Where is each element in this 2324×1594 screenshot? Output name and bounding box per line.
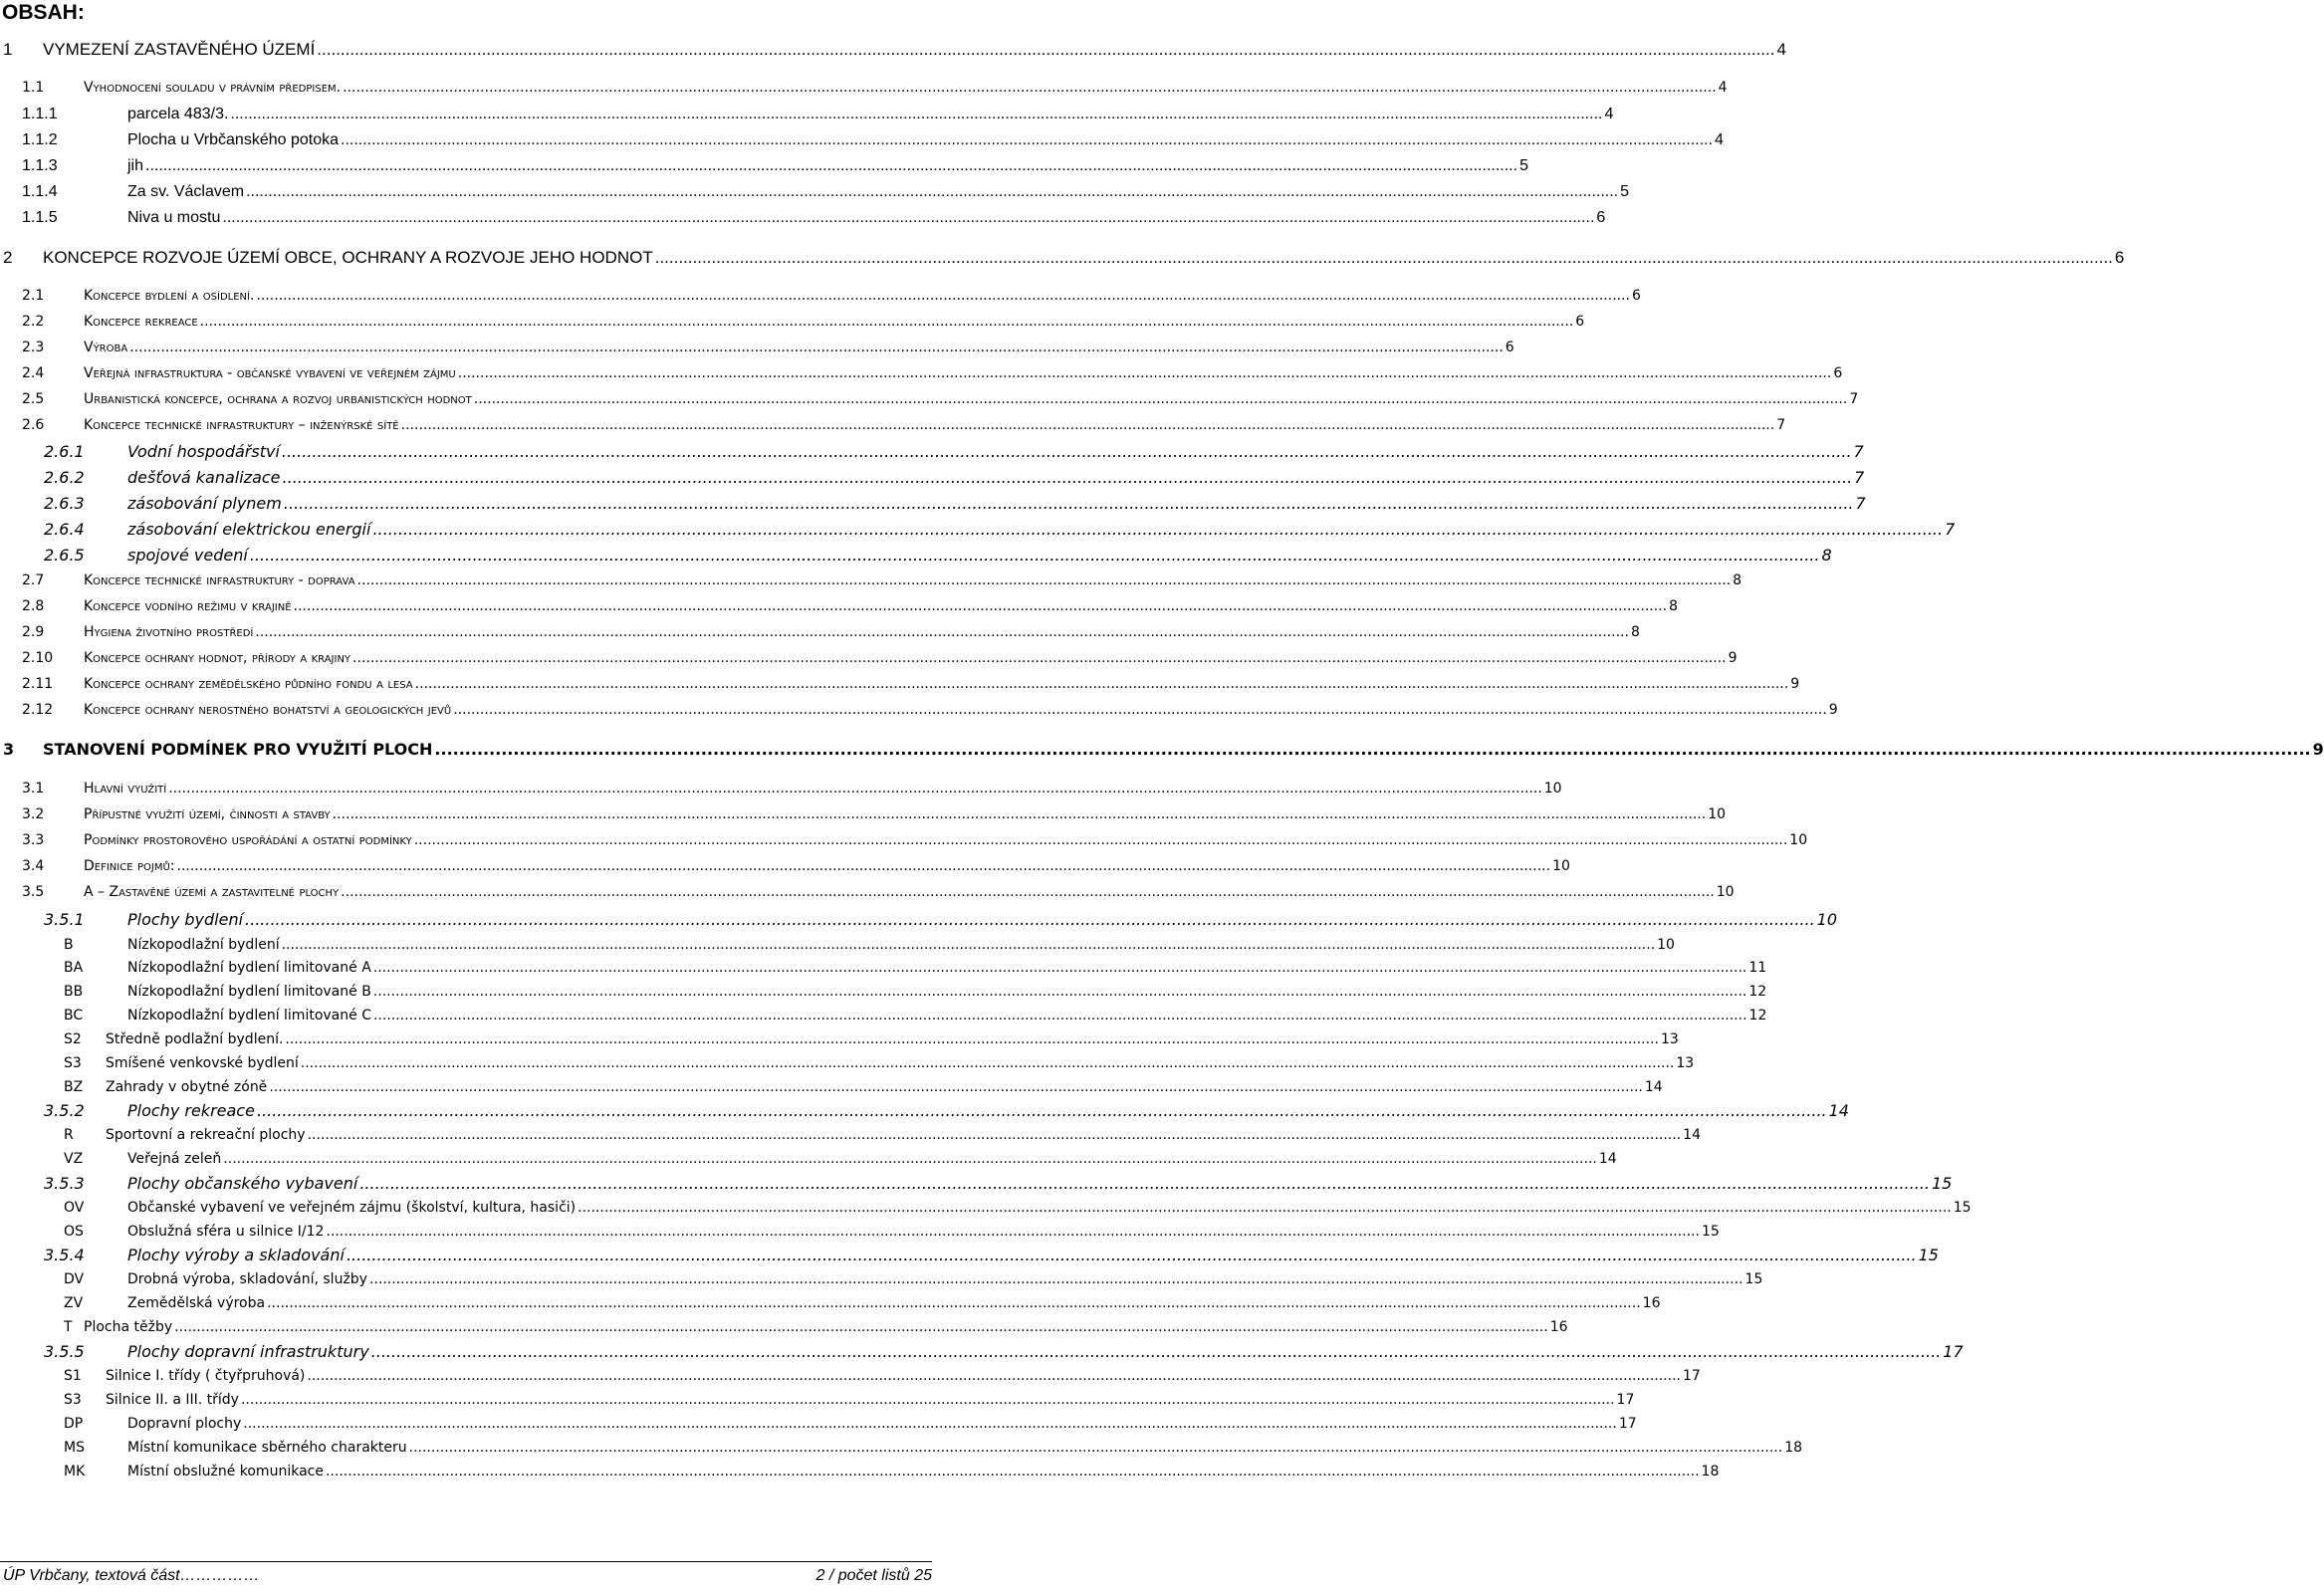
toc-entry[interactable] xyxy=(64,1269,1763,1289)
toc-leader-dots xyxy=(285,1029,1659,1049)
toc-entry[interactable] xyxy=(22,78,1728,98)
toc-entry-number: B xyxy=(64,937,74,953)
toc-entry-number: 2.6.4 xyxy=(44,520,85,539)
toc-entry-number: 2.12 xyxy=(22,702,54,718)
toc-entry-number: 3.5.3 xyxy=(44,1174,85,1193)
toc-entry-number: OS xyxy=(64,1224,84,1240)
toc-entry[interactable] xyxy=(22,700,1838,720)
toc-entry-number: 1.1 xyxy=(22,80,45,96)
toc-entry-page: 6 xyxy=(1833,365,1843,381)
toc-entry-title: Veřejná infrastruktura - občanské vybavení ve veřejném zájmu xyxy=(84,365,456,381)
toc-entry-page: 10 xyxy=(1789,832,1808,848)
toc-entry-page: 7 xyxy=(1855,494,1866,513)
toc-leader-dots xyxy=(343,78,1717,98)
toc-entry[interactable] xyxy=(64,1077,1663,1097)
toc-leader-dots xyxy=(369,1269,1743,1289)
toc-entry-title: Výroba xyxy=(84,340,128,355)
toc-entry[interactable] xyxy=(22,856,1570,876)
toc-entry-title: Nízkopodlažní bydlení limitované C xyxy=(127,1008,371,1024)
toc-entry-title: Koncepce bydlení a osídlení. xyxy=(84,288,255,304)
toc-entry-title: Drobná výroba, skladování, služby xyxy=(127,1271,367,1287)
toc-entry-number: MS xyxy=(64,1440,85,1456)
toc-entry-title: spojové vedení xyxy=(127,546,248,565)
toc-entry[interactable] xyxy=(22,415,1786,435)
toc-entry-number: R xyxy=(64,1127,74,1143)
toc-leader-dots xyxy=(317,38,1774,61)
toc-entry[interactable] xyxy=(64,1222,1720,1242)
toc-entry-page: 15 xyxy=(1931,1174,1953,1193)
toc-entry[interactable] xyxy=(64,1390,1635,1410)
toc-entry[interactable] xyxy=(64,1317,1568,1337)
toc-entry-page: 17 xyxy=(1682,1368,1701,1384)
toc-leader-dots xyxy=(283,467,1853,489)
toc-entry-number: 3 xyxy=(3,740,15,759)
toc-leader-dots xyxy=(230,104,1602,125)
toc-entry-number: DP xyxy=(64,1416,84,1432)
toc-leader-dots xyxy=(409,1438,1783,1458)
toc-entry[interactable] xyxy=(64,1293,1661,1313)
toc-entry-page: 4 xyxy=(1715,131,1724,148)
toc-entry-title: Koncepce ochrany nerostného bohatství a geologických jevů xyxy=(84,702,452,718)
toc-entry[interactable] xyxy=(22,674,1800,694)
toc-entry-page: 10 xyxy=(1708,806,1727,822)
toc-entry-title: Definice pojmů: xyxy=(84,858,175,874)
toc-leader-dots xyxy=(168,779,1542,798)
toc-leader-dots xyxy=(200,312,1574,332)
footer-page-count: 2 / počet listů 25 xyxy=(815,1567,932,1584)
toc-entry-page: 10 xyxy=(1543,781,1562,797)
toc-entry-title: Zemědělská výroba xyxy=(127,1295,266,1311)
toc-entry-number: S2 xyxy=(64,1031,82,1047)
toc-entry-title: Nízkopodlažní bydlení limitované A xyxy=(127,960,371,976)
toc-entry-title: Hygiena životního prostředí xyxy=(84,624,254,640)
toc-entry-title: Urbanistická koncepce, ochrana a rozvoj urbanistických hodnot xyxy=(84,391,472,407)
toc-entry-page: 13 xyxy=(1660,1031,1679,1047)
toc-entry-number: 2.5 xyxy=(22,391,45,407)
toc-entry-page: 8 xyxy=(1630,624,1640,640)
toc-entry-page: 13 xyxy=(1676,1055,1695,1071)
toc-leader-dots xyxy=(326,1462,1700,1481)
toc-entry-title: Koncepce ochrany hodnot, přírody a krajiny xyxy=(84,650,351,666)
toc-entry-page: 6 xyxy=(1575,314,1585,330)
toc-entry-page: 6 xyxy=(2114,248,2125,267)
toc-entry[interactable] xyxy=(22,104,1614,125)
toc-leader-dots xyxy=(269,1077,1643,1097)
toc-entry-number: 2.11 xyxy=(22,676,54,692)
toc-entry-title: Silnice II. a III. třídy xyxy=(106,1392,239,1408)
toc-entry-page: 15 xyxy=(1744,1271,1763,1287)
toc-entry[interactable] xyxy=(64,1366,1701,1386)
toc-entry[interactable] xyxy=(22,570,1743,590)
toc-leader-dots xyxy=(401,415,1775,435)
toc-entry-title: Dopravní plochy xyxy=(127,1416,242,1432)
toc-entry-number: 2.1 xyxy=(22,288,45,304)
toc-entry-page: 12 xyxy=(1748,984,1767,1000)
toc-entry[interactable] xyxy=(3,739,2324,761)
toc-entry-title: Smíšené venkovské bydlení xyxy=(106,1055,299,1071)
toc-entry-title: Nízkopodlažní bydlení limitované B xyxy=(127,984,371,1000)
toc-leader-dots xyxy=(294,596,1668,616)
toc-entry[interactable] xyxy=(44,909,1838,931)
toc-entry-title: Podmínky prostorového uspořádání a ostatní podmínky xyxy=(84,832,412,848)
toc-entry-title: Niva u mostu xyxy=(127,209,221,226)
toc-entry-number: 3.5.1 xyxy=(44,910,85,929)
toc-entry-page: 10 xyxy=(1552,858,1570,874)
toc-entry-title: A – Zastavěné území a zastavitelné plochy xyxy=(84,884,340,900)
toc-leader-dots xyxy=(359,1173,1930,1195)
toc-entry-number: BC xyxy=(64,1008,84,1024)
toc-entry-number: DV xyxy=(64,1271,85,1287)
toc-entry[interactable] xyxy=(22,207,1606,229)
toc-entry-page: 4 xyxy=(1776,40,1786,59)
footer-divider xyxy=(0,1561,932,1562)
toc-entry[interactable] xyxy=(22,622,1640,642)
toc-entry-page: 14 xyxy=(1644,1079,1663,1095)
toc-entry-number: S1 xyxy=(64,1368,82,1384)
toc-leader-dots xyxy=(453,700,1827,720)
toc-entry-number: 3.5.4 xyxy=(44,1246,85,1264)
toc-entry-number: BA xyxy=(64,960,84,976)
toc-entry[interactable] xyxy=(64,935,1675,955)
toc-entry[interactable] xyxy=(64,982,1767,1002)
toc-entry-number: VZ xyxy=(64,1151,84,1167)
toc-leader-dots xyxy=(347,1245,1917,1266)
toc-entry[interactable] xyxy=(22,596,1678,616)
toc-leader-dots xyxy=(257,1100,1827,1122)
toc-leader-dots xyxy=(222,207,1594,229)
toc-entry-number: ZV xyxy=(64,1295,84,1311)
toc-entry-title: Místní obslužné komunikace xyxy=(127,1464,324,1480)
toc-leader-dots xyxy=(223,1149,1597,1169)
toc-leader-dots xyxy=(371,1341,1942,1363)
toc-entry[interactable] xyxy=(44,467,1865,489)
toc-leader-dots xyxy=(284,493,1854,515)
toc-entry-page: 8 xyxy=(1669,598,1678,614)
toc-entry-number: 3.3 xyxy=(22,832,45,848)
toc-entry-number: MK xyxy=(64,1464,86,1480)
toc-entry-page: 9 xyxy=(1728,650,1738,666)
toc-entry-number: S3 xyxy=(64,1392,82,1408)
toc-leader-dots xyxy=(357,570,1732,590)
toc-entry[interactable] xyxy=(3,246,2125,269)
toc-leader-dots xyxy=(256,286,1630,306)
toc-entry[interactable] xyxy=(44,545,1832,567)
toc-entry[interactable] xyxy=(22,181,1630,203)
toc-leader-dots xyxy=(474,389,1848,409)
toc-entry-title: Silnice I. třídy ( čtyřpruhová) xyxy=(106,1368,306,1384)
toc-entry-title: Zahrady v obytné zóně xyxy=(106,1079,268,1095)
toc-entry-title: Plochy rekreace xyxy=(127,1101,255,1120)
toc-entry[interactable] xyxy=(22,286,1641,306)
toc-entry-number: 2.6.5 xyxy=(44,546,85,565)
toc-entry-title: Sportovní a rekreační plochy xyxy=(106,1127,306,1143)
toc-leader-dots xyxy=(174,1317,1548,1337)
toc-leader-dots xyxy=(267,1293,1641,1313)
toc-entry-page: 8 xyxy=(1733,572,1743,588)
toc-entry-number: 3.1 xyxy=(22,781,45,797)
toc-entry-title: Vyhodnocení souladu v právním předpisem. xyxy=(84,80,342,96)
toc-entry-page: 7 xyxy=(1854,468,1865,487)
toc-leader-dots xyxy=(352,648,1727,668)
toc-entry[interactable] xyxy=(64,1462,1720,1481)
toc-leader-dots xyxy=(341,882,1715,902)
toc-entry[interactable] xyxy=(22,129,1724,151)
toc-entry[interactable] xyxy=(64,958,1767,978)
toc-leader-dots xyxy=(282,935,1656,955)
toc-entry-title: Plocha těžby xyxy=(84,1319,173,1335)
toc-entry[interactable] xyxy=(44,519,1956,541)
toc-entry[interactable] xyxy=(44,1245,1939,1266)
toc-entry[interactable] xyxy=(3,38,1786,61)
toc-leader-dots xyxy=(458,363,1832,383)
toc-entry-page: 9 xyxy=(1828,702,1838,718)
toc-entry[interactable] xyxy=(44,1341,1964,1363)
toc-entry-title: Koncepce technické infrastruktury – inženýrské sítě xyxy=(84,417,399,433)
toc-leader-dots xyxy=(655,246,2113,269)
toc-entry-title: Plochy dopravní infrastruktury xyxy=(127,1342,369,1361)
toc-leader-dots xyxy=(246,181,1618,203)
toc-entry-title: Veřejná zeleň xyxy=(127,1151,222,1167)
toc-leader-dots xyxy=(341,129,1713,151)
toc-entry-page: 5 xyxy=(1519,157,1528,174)
toc-entry-title: Koncepce rekreace xyxy=(84,314,198,330)
toc-entry-title: Přípustné využití území, činnosti a stavby xyxy=(84,806,331,822)
toc-entry[interactable] xyxy=(44,441,1864,463)
toc-entry[interactable] xyxy=(22,338,1514,357)
toc-entry-number: 3.2 xyxy=(22,806,45,822)
toc-leader-dots xyxy=(282,441,1852,463)
toc-entry-title: STANOVENÍ PODMÍNEK PRO VYUŽITÍ PLOCH xyxy=(43,740,433,759)
toc-entry-page: 17 xyxy=(1618,1416,1637,1432)
toc-entry-number: 2.6.2 xyxy=(44,468,85,487)
toc-entry-page: 16 xyxy=(1549,1319,1568,1335)
toc-entry-title: Plochy výroby a skladování xyxy=(127,1246,345,1264)
toc-entry-page: 5 xyxy=(1620,183,1630,200)
toc-entry-number: BZ xyxy=(64,1079,84,1095)
toc-entry-title: Za sv. Václavem xyxy=(127,183,245,200)
toc-leader-dots xyxy=(373,982,1747,1002)
toc-entry[interactable] xyxy=(22,882,1735,902)
toc-leader-dots xyxy=(578,1198,1952,1218)
toc-entry-number: 2 xyxy=(3,248,13,267)
toc-entry[interactable] xyxy=(22,648,1738,668)
toc-leader-dots xyxy=(372,519,1943,541)
toc-entry-title: Plochy občanského vybavení xyxy=(127,1174,358,1193)
toc-entry-page: 11 xyxy=(1748,960,1767,976)
toc-leader-dots xyxy=(129,338,1504,357)
toc-entry-page: 12 xyxy=(1748,1008,1767,1024)
toc-entry-page: 18 xyxy=(1784,1440,1803,1456)
toc-entry-number: 2.6.3 xyxy=(44,494,85,513)
toc-entry-number: 3.5.2 xyxy=(44,1101,85,1120)
toc-entry-title: Plochy bydlení xyxy=(127,910,244,929)
toc-entry-title: Vodní hospodářství xyxy=(127,442,280,461)
toc-entry-title: zásobování elektrickou energií xyxy=(127,520,371,539)
toc-entry[interactable] xyxy=(64,1125,1701,1145)
toc-entry[interactable] xyxy=(64,1414,1637,1434)
toc-entry-page: 7 xyxy=(1945,520,1956,539)
toc-leader-dots xyxy=(307,1366,1681,1386)
toc-leader-dots xyxy=(308,1125,1682,1145)
toc-entry-page: 15 xyxy=(1953,1200,1972,1216)
toc-leader-dots xyxy=(373,1006,1747,1025)
toc-entry-title: zásobování plynem xyxy=(127,494,282,513)
toc-leader-dots xyxy=(434,739,2310,761)
toc-leader-dots xyxy=(333,804,1707,824)
toc-entry-page: 9 xyxy=(1790,676,1800,692)
toc-entry-number: 1.1.3 xyxy=(22,157,58,174)
toc-leader-dots xyxy=(245,909,1815,931)
toc-entry-title: Obslužná sféra u silnice I/12 xyxy=(127,1224,325,1240)
toc-entry[interactable] xyxy=(64,1053,1695,1073)
toc-entry-page: 9 xyxy=(2312,740,2324,759)
toc-entry[interactable] xyxy=(44,493,1866,515)
toc-entry-number: 1.1.4 xyxy=(22,183,58,200)
toc-entry[interactable] xyxy=(22,312,1585,332)
toc-entry-page: 17 xyxy=(1943,1342,1964,1361)
toc-entry-number: 2.6.1 xyxy=(44,442,85,461)
toc-entry-page: 8 xyxy=(1821,546,1832,565)
toc-entry[interactable] xyxy=(64,1029,1679,1049)
toc-leader-dots xyxy=(241,1390,1615,1410)
toc-entry-page: 10 xyxy=(1657,937,1675,953)
toc-entry-page: 4 xyxy=(1604,106,1614,122)
footer-document-name: ÚP Vrbčany, textová část…………… xyxy=(3,1567,260,1584)
toc-entry-title: KONCEPCE ROZVOJE ÚZEMÍ OBCE, OCHRANY A ROZVOJE JEHO HODNOT xyxy=(43,248,653,267)
toc-entry-page: 15 xyxy=(1701,1224,1720,1240)
toc-entry-page: 15 xyxy=(1918,1246,1939,1264)
toc-entry[interactable] xyxy=(22,804,1727,824)
toc-entry-number: 2.2 xyxy=(22,314,45,330)
toc-entry-title: jih xyxy=(127,157,144,174)
page-title: OBSAH: xyxy=(2,1,85,24)
toc-entry[interactable] xyxy=(22,363,1843,383)
toc-entry-number: 2.8 xyxy=(22,598,45,614)
toc-entry-number: 1.1.5 xyxy=(22,209,58,226)
toc-entry-number: T xyxy=(64,1319,73,1335)
toc-entry-page: 16 xyxy=(1642,1295,1661,1311)
toc-entry-number: 3.5 xyxy=(22,884,45,900)
toc-leader-dots xyxy=(255,622,1629,642)
toc-entry-title: Místní komunikace sběrného charakteru xyxy=(127,1440,407,1456)
toc-entry[interactable] xyxy=(44,1100,1849,1122)
toc-entry-page: 10 xyxy=(1816,910,1838,929)
toc-entry-number: 2.9 xyxy=(22,624,45,640)
toc-entry[interactable] xyxy=(22,155,1528,177)
toc-entry-title: Koncepce ochrany zemědělského půdního fondu a lesa xyxy=(84,676,413,692)
toc-entry-page: 6 xyxy=(1632,288,1641,304)
toc-leader-dots xyxy=(326,1222,1700,1242)
toc-entry-page: 14 xyxy=(1598,1151,1617,1167)
toc-entry-number: 2.10 xyxy=(22,650,54,666)
toc-entry-title: Občanské vybavení ve veřejném zájmu (školství, kultura, hasiči) xyxy=(127,1200,577,1216)
toc-entry[interactable] xyxy=(64,1438,1803,1458)
toc-entry-page: 4 xyxy=(1718,80,1728,96)
toc-entry-title: Hlavní využití xyxy=(84,781,167,797)
toc-entry-number: 2.3 xyxy=(22,340,45,355)
toc-entry-page: 17 xyxy=(1616,1392,1635,1408)
toc-entry-number: 1.1.2 xyxy=(22,131,58,148)
toc-leader-dots xyxy=(415,674,1789,694)
toc-entry-title: dešťová kanalizace xyxy=(127,468,281,487)
toc-entry-title: parcela 483/3. xyxy=(127,106,229,122)
toc-entry-page: 7 xyxy=(1776,417,1786,433)
toc-entry-page: 7 xyxy=(1849,391,1859,407)
toc-entry-number: 1.1.1 xyxy=(22,106,58,122)
toc-entry-page: 14 xyxy=(1828,1101,1849,1120)
toc-entry-number: 3.5.5 xyxy=(44,1342,85,1361)
toc-leader-dots xyxy=(145,155,1517,177)
toc-entry-title: Středně podlažní bydlení. xyxy=(106,1031,284,1047)
toc-entry-page: 10 xyxy=(1716,884,1735,900)
toc-entry-title: Koncepce technické infrastruktury - doprava xyxy=(84,572,355,588)
toc-entry-number: S3 xyxy=(64,1055,82,1071)
toc-entry-number: 1 xyxy=(3,40,13,59)
toc-entry[interactable] xyxy=(64,1198,1972,1218)
toc-entry-number: 2.7 xyxy=(22,572,45,588)
toc-entry-page: 14 xyxy=(1683,1127,1701,1143)
toc-entry-page: 6 xyxy=(1596,209,1606,226)
toc-entry-title: Koncepce vodního režimu v krajině xyxy=(84,598,292,614)
toc-entry[interactable] xyxy=(22,389,1859,409)
toc-entry-page: 6 xyxy=(1505,340,1514,355)
toc-entry[interactable] xyxy=(22,830,1808,850)
toc-leader-dots xyxy=(414,830,1788,850)
toc-entry[interactable] xyxy=(64,1149,1617,1169)
toc-leader-dots xyxy=(373,958,1747,978)
toc-leader-dots xyxy=(177,856,1551,876)
toc-entry-page: 18 xyxy=(1701,1464,1720,1480)
toc-entry[interactable] xyxy=(64,1006,1767,1025)
toc-entry-title: VYMEZENÍ ZASTAVĚNÉHO ÚZEMÍ xyxy=(43,40,316,59)
toc-entry-page: 7 xyxy=(1853,442,1864,461)
toc-entry[interactable] xyxy=(44,1173,1953,1195)
toc-leader-dots xyxy=(250,545,1820,567)
toc-entry-number: BB xyxy=(64,984,84,1000)
toc-entry-number: OV xyxy=(64,1200,85,1216)
toc-leader-dots xyxy=(301,1053,1675,1073)
toc-entry-number: 2.6 xyxy=(22,417,45,433)
toc-entry[interactable] xyxy=(22,779,1562,798)
toc-entry-number: 3.4 xyxy=(22,858,45,874)
toc-entry-number: 2.4 xyxy=(22,365,45,381)
toc-entry-title: Plocha u Vrbčanského potoka xyxy=(127,131,339,148)
toc-leader-dots xyxy=(243,1414,1617,1434)
toc-entry-title: Nízkopodlažní bydlení xyxy=(127,937,280,953)
